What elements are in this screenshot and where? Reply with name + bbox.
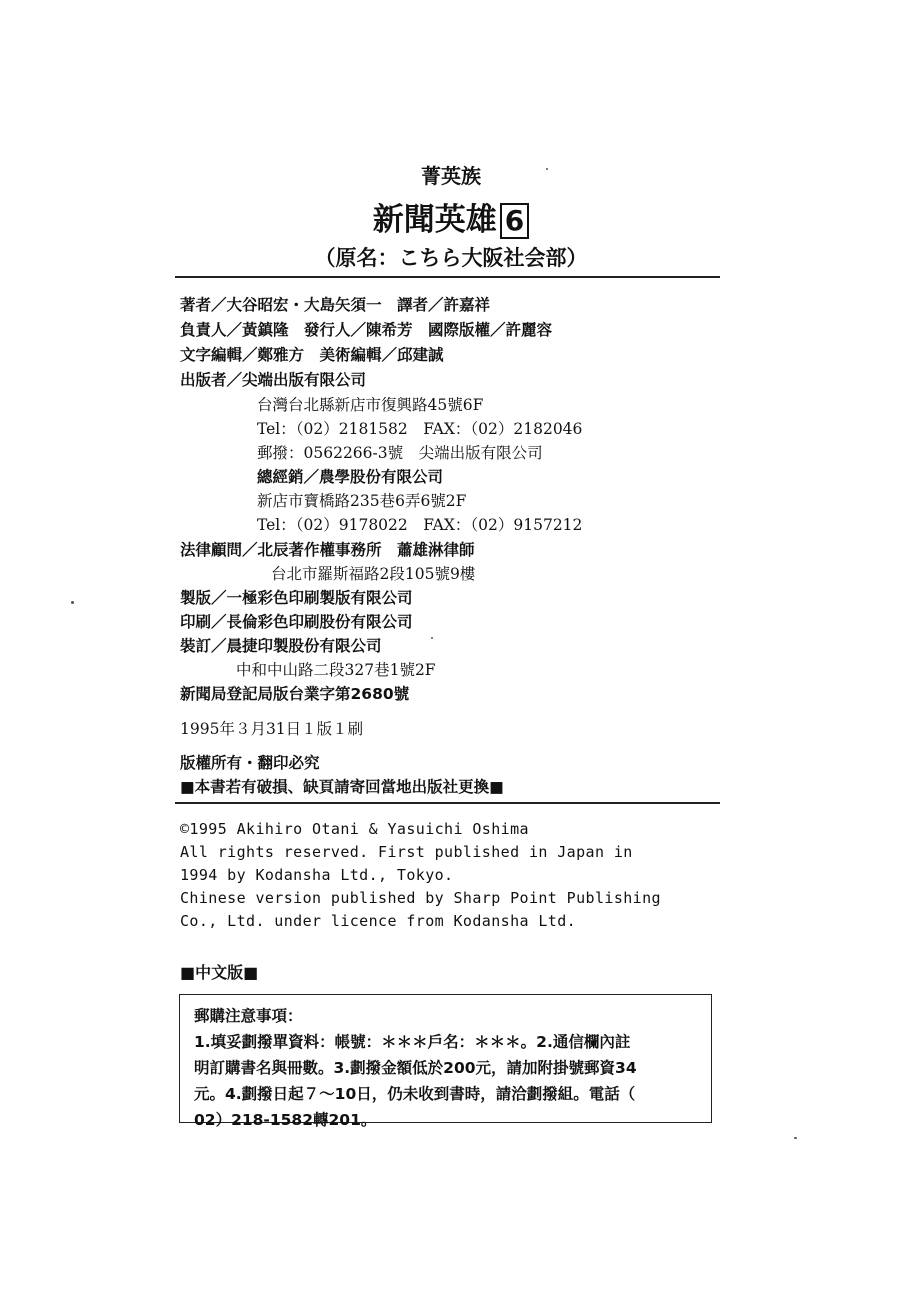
copyright-line: All rights reserved. First published in Japan in xyxy=(180,843,633,861)
legal-address: 台北市羅斯福路2段105號9樓 xyxy=(271,565,476,583)
mail-order-notice xyxy=(179,994,712,1129)
scan-speck xyxy=(71,601,74,604)
mail-order-line: 元。4.劃撥日起７～10日，仍未收到書時，請洽劃撥組。電話（ xyxy=(194,1085,636,1103)
scan-speck xyxy=(794,1137,797,1139)
mail-order-line: 明訂購書名與冊數。3.劃撥金額低於200元，請加附掛號郵資34 xyxy=(194,1059,637,1077)
mail-order-line: 02）218-1582轉201。 xyxy=(194,1111,377,1129)
copyright-line: Chinese version published by Sharp Point Publishing xyxy=(180,889,661,907)
credit-publisher: 出版者／尖端出版有限公司 xyxy=(180,371,367,389)
publisher-address: 台灣台北縣新店市復興路45號6F xyxy=(257,396,484,414)
distributor-address: 新店市寶橋路235巷6弄6號2F xyxy=(257,492,467,510)
mail-order-line: 1.填妥劃撥單資料：帳號：＊＊＊戶名：＊＊＊。2.通信欄內註 xyxy=(194,1033,631,1051)
credit-staff: 負責人／黃鎮隆 發行人／陳希芳 國際版權／許麗容 xyxy=(180,321,553,339)
publisher-postal-account: 郵撥：0562266-3號 尖端出版有限公司 xyxy=(257,444,543,462)
credit-legal: 法律顧問／北辰著作權事務所 蕭雄淋律師 xyxy=(180,541,475,559)
mail-order-heading: 郵購注意事項： xyxy=(194,1007,303,1025)
series-name: 菁英族 xyxy=(421,164,481,188)
original-title: （原名：こちら大阪社会部） xyxy=(314,246,588,270)
distributor-phone: Tel：（02）9178022 FAX：（02）9157212 xyxy=(257,516,583,534)
credit-editors: 文字編輯／鄭雅方 美術編輯／邱建誠 xyxy=(180,346,444,364)
divider-top xyxy=(175,276,720,278)
credit-plate-making: 製版／一極彩色印刷製版有限公司 xyxy=(180,589,413,607)
copyright-block xyxy=(180,818,720,933)
chinese-edition-tag: ■中文版■ xyxy=(180,963,259,982)
registration-number: 新聞局登記局版台業字第2680號 xyxy=(180,685,410,703)
scan-speck xyxy=(431,637,433,639)
scan-speck xyxy=(546,168,548,170)
binding-address: 中和中山路二段327巷1號2F xyxy=(236,661,436,679)
divider-middle xyxy=(175,802,720,804)
rights-reserved: 版權所有・翻印必究 xyxy=(180,754,320,772)
copyright-line: 1994 by Kodansha Ltd., Tokyo. xyxy=(180,866,454,884)
credit-distributor: 總經銷／農學股份有限公司 xyxy=(257,468,444,486)
copyright-line: ©1995 Akihiro Otani & Yasuichi Oshima xyxy=(180,820,529,838)
edition-date: 1995年３月31日１版１刷 xyxy=(180,720,364,738)
volume-number: 6 xyxy=(500,203,529,239)
publisher-phone: Tel：（02）2181582 FAX：（02）2182046 xyxy=(257,420,583,438)
credit-printing: 印刷／長倫彩色印刷股份有限公司 xyxy=(180,613,413,631)
book-title-row xyxy=(0,194,902,239)
copyright-line: Co., Ltd. under licence from Kodansha Ltd. xyxy=(180,912,577,930)
credit-binding: 裝訂／晨捷印製股份有限公司 xyxy=(180,637,382,655)
book-title: 新聞英雄 xyxy=(372,202,497,238)
return-notice: ■本書若有破損、缺頁請寄回當地出版社更換■ xyxy=(180,778,504,796)
credit-authors: 著者／大谷昭宏・大島矢須一 譯者／許嘉祥 xyxy=(180,296,491,314)
